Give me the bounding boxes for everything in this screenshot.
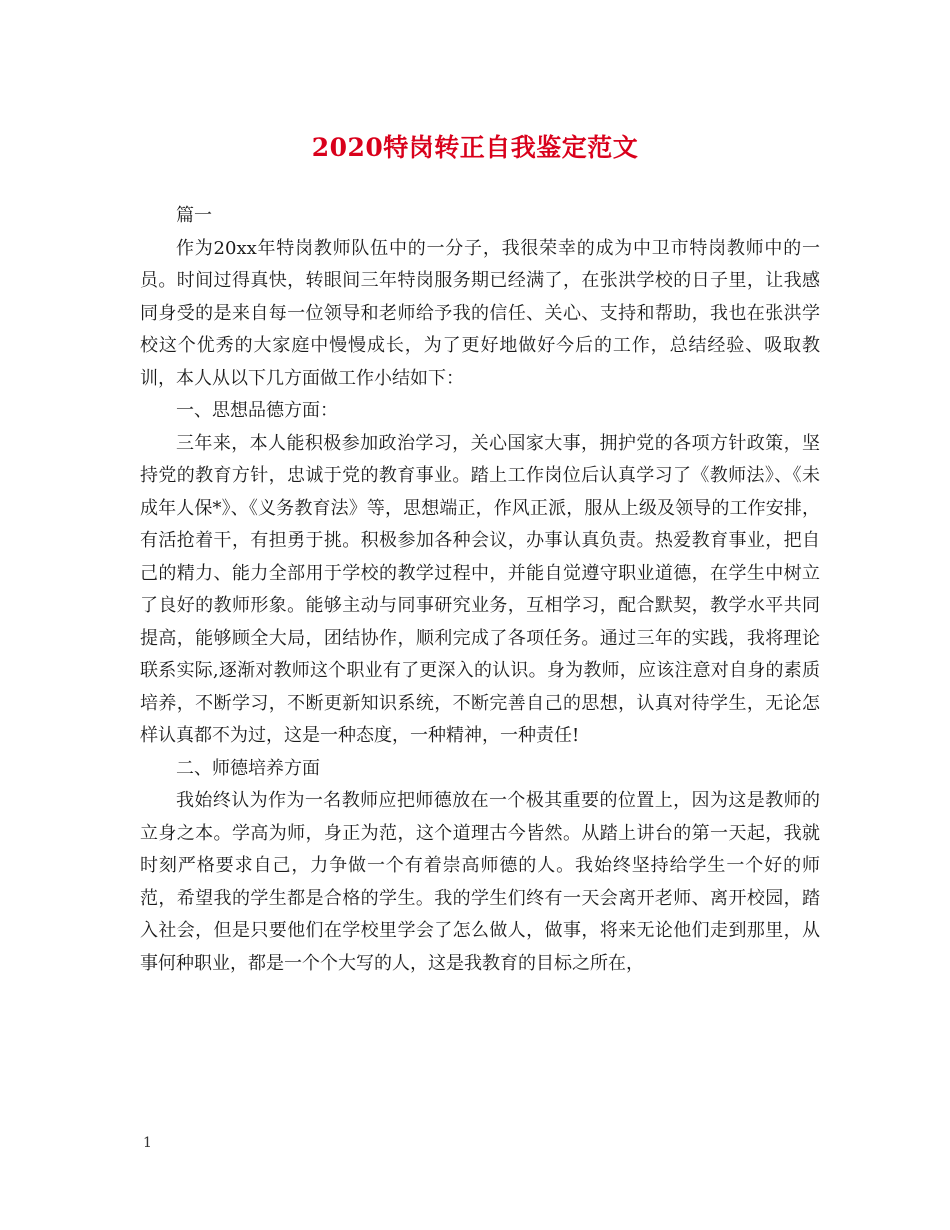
document-body bbox=[140, 200, 820, 980]
paragraph-teacher-ethics: 我始终认为作为一名教师应把师德放在一个极其重要的位置上，因为这是教师的立身之本。学高为师，身正为范，这个道理古今皆然。从踏上讲台的第一天起，我就时刻严格要求自己，力争做一个有着崇高师德的人。我始终坚持给学生一个好的师范，希望我的学生都是合格的学生。我的学生们终有一天会离开老师、离开校园，踏入社会，但是只要他们在学校里学会了怎么做人，做事，将来无论他们走到那里，从事何种职业，都是一个个大写的人，这是我教育的目标之所在， bbox=[140, 790, 820, 974]
document-title: 2020特岗转正自我鉴定范文 bbox=[311, 133, 639, 162]
heading-teacher-ethics: 二、师德培养方面 bbox=[176, 757, 320, 779]
intro-paragraph: 作为20xx年特岗教师队伍中的一分子，我很荣幸的成为中卫市特岗教师中的一员。时间过得真快，转眼间三年特岗服务期已经满了，在张洪学校的日子里，让我感同身受的是来自每一位领导和老师给予我的信任、关心、支持和帮助，我也在张洪学校这个优秀的大家庭中慢慢成长，为了更好地做好今后的工作，总结经验、吸取教训，本人从以下几方面做工作小结如下： bbox=[140, 237, 820, 389]
section-label: 篇一 bbox=[176, 205, 212, 226]
page-number: 1 bbox=[143, 1135, 152, 1151]
heading-moral-character: 一、思想品德方面： bbox=[176, 400, 338, 421]
paragraph-moral-character: 三年来，本人能积极参加政治学习，关心国家大事，拥护党的各项方针政策，坚持党的教育方针，忠诚于党的教育事业。踏上工作岗位后认真学习了《教师法》、《未成年人保*》、《义务教育法》等，思想端正，作风正派，服从上级及领导的工作安排，有活抢着干，有担勇于挑。积极参加各种会议，办事认真负责。热爱教育事业，把自己的精力、能力全部用于学校的教学过程中，并能自觉遵守职业道德，在学生中树立了良好的教师形象。能够主动与同事研究业务，互相学习，配合默契，教学水平共同提高，能够顾全大局，团结协作，顺利完成了各项任务。通过三年的实践，我将理论联系实际,逐渐对教师这个职业有了更深入的认识。身为教师，应该注意对自身的素质培养，不断学习，不断更新知识系统，不断完善自己的思想，认真对待学生，无论怎样认真都不为过，这是一种态度，一种精神，一种责任! bbox=[140, 432, 820, 746]
